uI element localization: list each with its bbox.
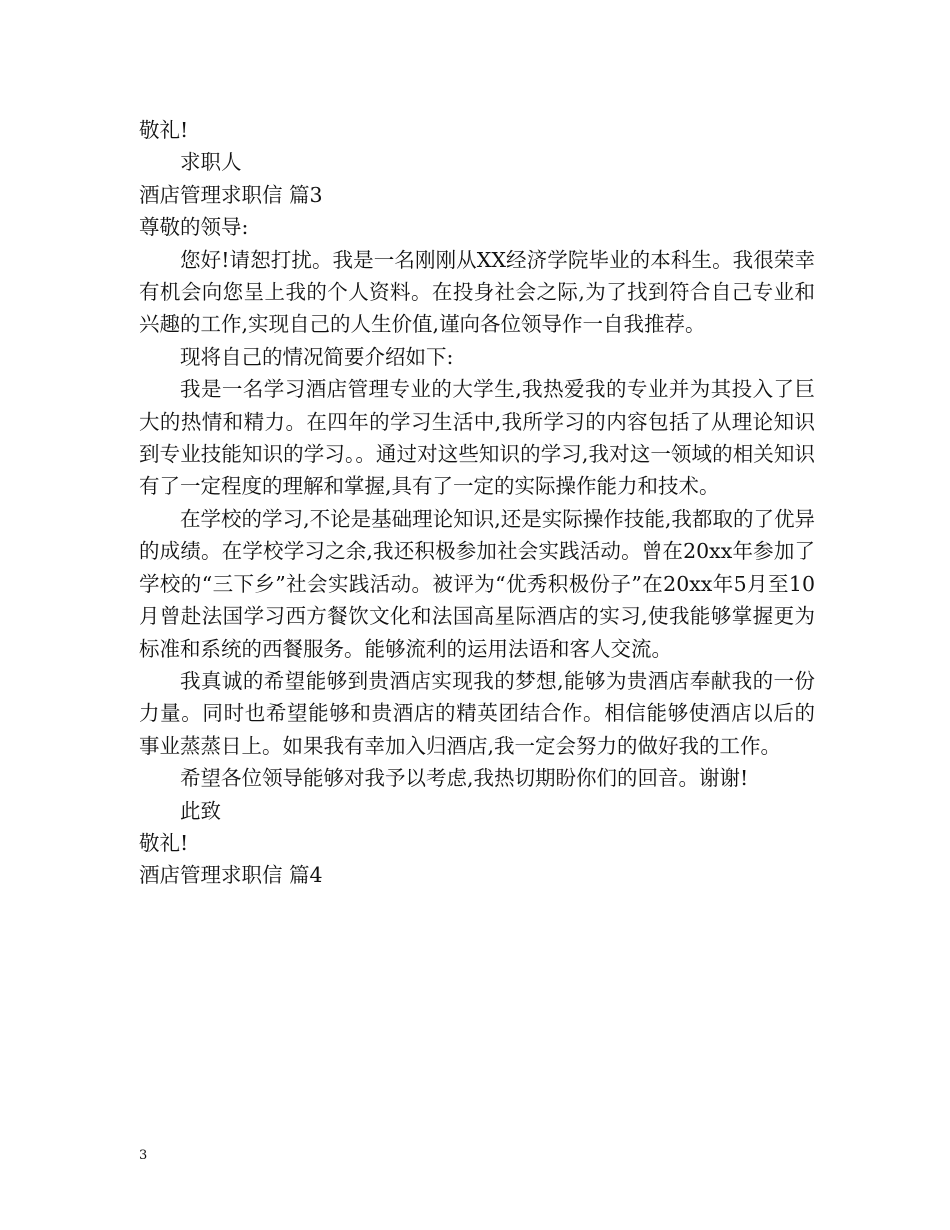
closing-salute-2: 敬礼! [139, 830, 189, 855]
paragraph-achievements: 在学校的学习,不论是基础理论知识,还是实际操作技能,我都取的了优异的成绩。在学校学习之余,我还积极参加社会实践活动。曾在20xx年参加了学校的“三下乡”社会实践活动。被评为“优秀积极份子”在20xx年5月至10月曾赴法国学习西方餐饮文化和法国高星际酒店的实习,使我能够掌握更为标准和系统的西餐服务。能够流利的运用法语和客人交流。 [139, 506, 815, 661]
closing-phrase: 此致 [180, 798, 221, 823]
page-number: 3 [139, 1148, 148, 1163]
section-heading-4: 酒店管理求职信 篇4 [139, 863, 323, 888]
paragraph-intro: 现将自己的情况简要介绍如下: [180, 344, 454, 369]
letter-body [139, 114, 815, 892]
closing-salute: 敬礼! [139, 118, 189, 142]
salutation: 尊敬的领导: [139, 215, 249, 240]
section-heading-3: 酒店管理求职信 篇3 [139, 182, 323, 207]
paragraph-hope: 我真诚的希望能够到贵酒店实现我的梦想,能够为贵酒店奉献我的一份力量。同时也希望能够和贵酒店的精英团结合作。相信能够使酒店以后的事业蒸蒸日上。如果我有幸加入归酒店,我一定会努力的做好我的工作。 [139, 668, 815, 758]
paragraph-major: 我是一名学习酒店管理专业的大学生,我热爱我的专业并为其投入了巨大的热情和精力。在四年的学习生活中,我所学习的内容包括了从理论知识到专业技能知识的学习。。通过对这些知识的学习,我对这一领域的相关知识有了一定程度的理解和掌握,具有了一定的实际操作能力和技术。 [139, 377, 815, 499]
signer-line: 求职人 [180, 150, 242, 175]
paragraph-greeting: 您好!请恕打扰。我是一名刚刚从XX经济学院毕业的本科生。我很荣幸有机会向您呈上我的个人资料。在投身社会之际,为了找到符合自己专业和兴趣的工作,实现自己的人生价值,谨向各位领导作一自我推荐。 [139, 247, 815, 337]
paragraph-request: 希望各位领导能够对我予以考虑,我热切期盼你们的回音。谢谢! [180, 766, 749, 791]
